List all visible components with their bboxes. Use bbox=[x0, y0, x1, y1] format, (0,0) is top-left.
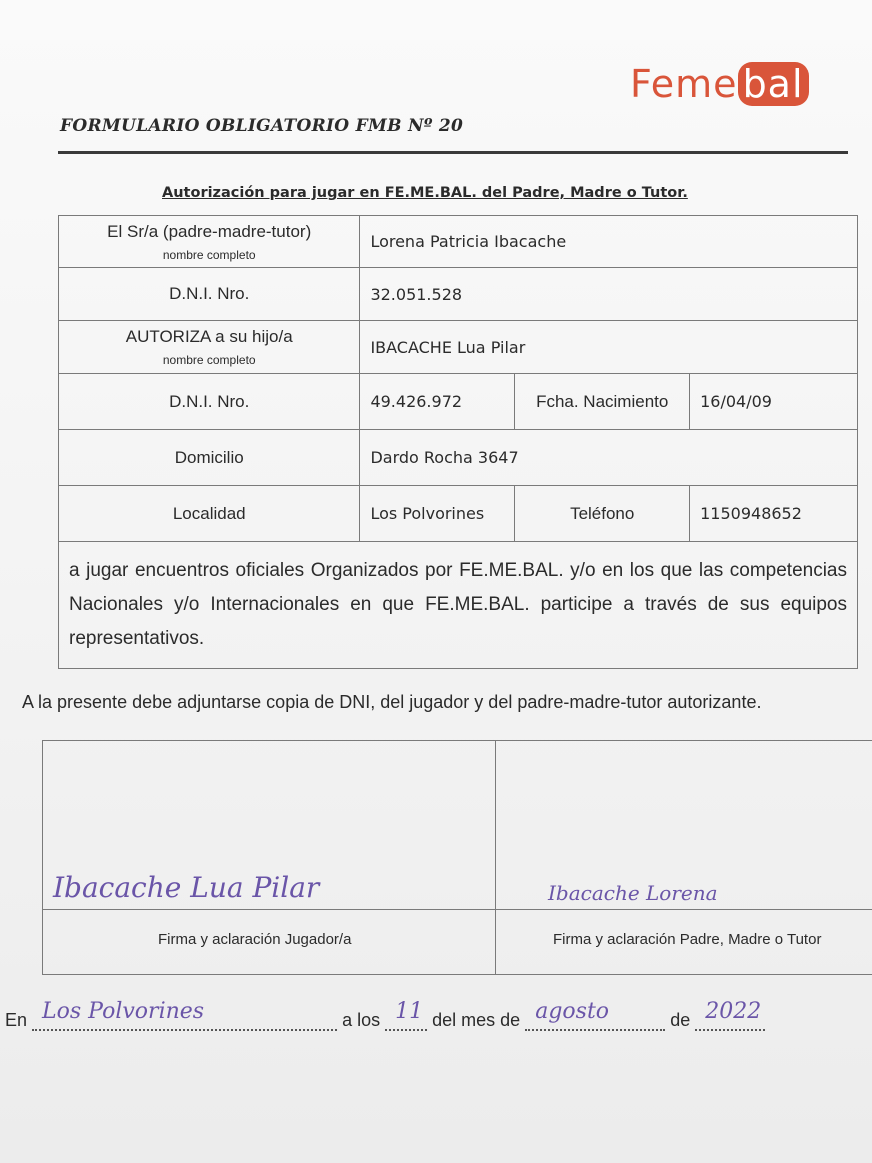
player-signature[interactable]: Ibacache Lua Pilar bbox=[53, 871, 320, 904]
femebal-logo bbox=[630, 62, 840, 112]
child-label: AUTORIZA a su hijo/a bbox=[125, 327, 293, 346]
child-sublabel: nombre completo bbox=[162, 353, 256, 367]
player-signature-caption: Firma y aclaración Jugador/a bbox=[158, 931, 352, 948]
year-handwriting: 2022 bbox=[705, 999, 762, 1024]
signature-line bbox=[43, 909, 872, 910]
parent-signature-caption: Firma y aclaración Padre, Madre o Tutor bbox=[553, 931, 822, 948]
child-name-field[interactable]: IBACACHE Lua Pilar bbox=[360, 321, 858, 374]
tutor-dni-field[interactable]: 32.051.528 bbox=[360, 268, 858, 321]
authorization-paragraph: a jugar encuentros oficiales Organizados por FE.ME.BAL. y/o en los que las competencias Nacionales y/o Internacionales en que FE.ME.BAL. participe a través de sus equipos representativos. bbox=[59, 542, 858, 669]
parent-signature[interactable]: Ibacache Lorena bbox=[548, 881, 718, 905]
year-field[interactable] bbox=[695, 999, 765, 1031]
month-field[interactable] bbox=[525, 999, 665, 1031]
day-label: a los bbox=[342, 1010, 381, 1030]
form-subtitle: Autorización para jugar en FE.ME.BAL. del Padre, Madre o Tutor. bbox=[162, 185, 688, 201]
city-field[interactable]: Los Polvorines bbox=[360, 486, 515, 542]
tutor-label-cell bbox=[59, 216, 360, 268]
month-handwriting: agosto bbox=[535, 999, 610, 1024]
date-place-line bbox=[5, 999, 765, 1031]
phone-field[interactable]: 1150948652 bbox=[690, 486, 858, 542]
address-label: Domicilio bbox=[59, 430, 360, 486]
phone-label: Teléfono bbox=[515, 486, 690, 542]
birth-date-field[interactable]: 16/04/09 bbox=[690, 374, 858, 430]
tutor-label: El Sr/a (padre-madre-tutor) bbox=[107, 221, 312, 241]
tutor-sublabel: nombre completo bbox=[162, 247, 256, 262]
authorization-table bbox=[58, 215, 858, 669]
title-rule bbox=[58, 151, 848, 154]
tutor-dni-label: D.N.I. Nro. bbox=[59, 268, 360, 321]
place-handwriting: Los Polvorines bbox=[42, 999, 205, 1024]
city-label: Localidad bbox=[59, 486, 360, 542]
tutor-name-field[interactable]: Lorena Patricia Ibacache bbox=[360, 216, 858, 268]
address-field[interactable]: Dardo Rocha 3647 bbox=[360, 430, 858, 486]
birth-date-label: Fcha. Nacimiento bbox=[515, 374, 690, 430]
signature-box bbox=[42, 740, 872, 975]
month-label: del mes de bbox=[432, 1010, 521, 1030]
signature-divider bbox=[495, 741, 496, 974]
logo-text-2: bal bbox=[738, 62, 809, 106]
day-handwriting: 11 bbox=[395, 999, 424, 1024]
en-label: En bbox=[5, 1010, 28, 1030]
child-dni-label: D.N.I. Nro. bbox=[59, 374, 360, 430]
child-label-cell bbox=[59, 321, 360, 374]
day-field[interactable] bbox=[385, 999, 427, 1031]
year-label: de bbox=[670, 1010, 691, 1030]
place-field[interactable] bbox=[32, 999, 337, 1031]
logo-text-1: Feme bbox=[630, 62, 738, 106]
child-dni-field[interactable]: 49.426.972 bbox=[360, 374, 515, 430]
form-title: FORMULARIO OBLIGATORIO FMB Nº 20 bbox=[60, 116, 464, 136]
attachment-note: A la presente debe adjuntarse copia de DNI, del jugador y del padre-madre-tutor autorizante. bbox=[22, 692, 762, 712]
